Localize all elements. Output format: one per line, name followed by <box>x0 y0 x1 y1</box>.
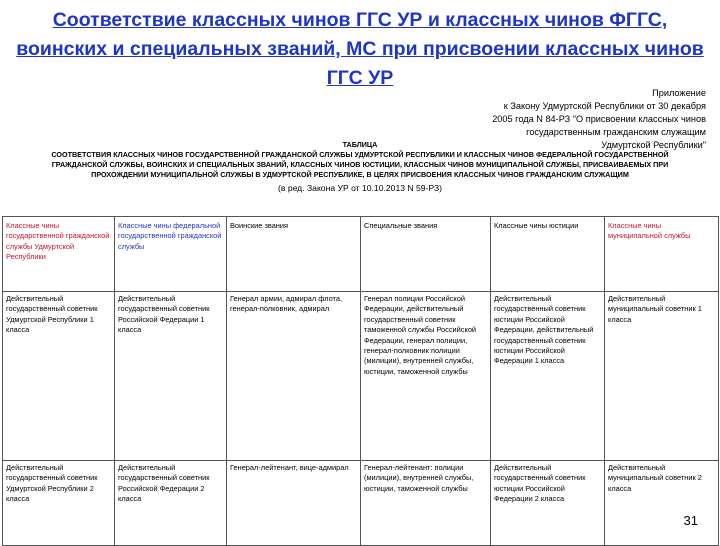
table-cell: Действительный государственный советник юстиции Российской Федерации 2 класса <box>491 461 605 546</box>
table-cell: Действительный государственный советник Удмуртской Республики 2 класса <box>3 461 115 546</box>
table-cell: Генерал-лейтенант: полиции (милиции), внутренней службы, юстиции, таможенной службы <box>361 461 491 546</box>
table-header-row <box>3 217 719 292</box>
column-header-ur-ranks: Классные чины государственной гражданской службы Удмуртской Республики <box>3 217 115 292</box>
table-cell: Действительный государственный советник Российской Федерации 1 класса <box>115 292 227 461</box>
table-cell: Генерал полиции Российской Федерации, действительный государственный советник таможенной службы Российской Федерации, генерал полиции, генерал-полковник полиции (милиции), внутренней службы, юстиции, таможенной службы <box>361 292 491 461</box>
column-header-federal-ranks: Классные чины федеральной государственной гражданской службы <box>115 217 227 292</box>
table-subtitle: СООТВЕТСТВИЯ КЛАССНЫХ ЧИНОВ ГОСУДАРСТВЕННОЙ ГРАЖДАНСКОЙ СЛУЖБЫ УДМУРТСКОЙ РЕСПУБЛИКИ И КЛАССНЫХ ЧИНОВ ФЕДЕРАЛЬНОЙ ГОСУДАРСТВЕННОЙ ГРАЖДАНСКОЙ СЛУЖБЫ, ВОИНСКИХ И СПЕЦИАЛЬНЫХ ЗВАНИЙ, КЛАССНЫХ ЧИНОВ ЮСТИЦИИ, КЛАССНЫХ ЧИНОВ МУНИЦИПАЛЬНОЙ СЛУЖБЫ, ПРИСВАИВАЕМЫХ ПРИ ПРОХОЖДЕНИИ МУНИЦИПАЛЬНОЙ СЛУЖБЫ В УДМУРТСКОЙ РЕСПУБЛИКЕ, В ЦЕЛЯХ ПРИСВОЕНИЯ КЛАССНЫХ ЧИНОВ ГРАЖДАНСКИМ СЛУЖАЩИМ <box>51 150 669 179</box>
column-header-justice-ranks: Классные чины юстиции <box>491 217 605 292</box>
table-cell: Генерал-лейтенант, вице-адмирал <box>227 461 361 546</box>
column-header-special-ranks: Специальные звания <box>361 217 491 292</box>
slide-title: Соответствие классных чинов ГГС УР и классных чинов ФГГС, воинских и специальных званий, МС при присвоении классных чинов ГГС УР <box>16 9 704 89</box>
table-cell: Генерал армии, адмирал флота, генерал-полковник, адмирал <box>227 292 361 461</box>
table-row <box>3 292 719 461</box>
table-row <box>3 461 719 546</box>
table-cell: Действительный государственный советник Российской Федерации 2 класса <box>115 461 227 546</box>
column-header-military-ranks: Воинские звания <box>227 217 361 292</box>
table-cell: Действительный муниципальный советник 1 класса <box>605 292 719 461</box>
table-label: ТАБЛИЦА <box>342 140 378 149</box>
column-header-municipal-ranks: Классные чины муниципальной службы <box>605 217 719 292</box>
ranks-table <box>2 216 719 546</box>
appendix-note: Приложение к Закону Удмуртской Республики от 30 декабря 2005 года N 84-РЗ "О присвоении классных чинов государственным гражданским служащим Удмуртской Республики" <box>492 88 706 150</box>
table-cell: Действительный муниципальный советник 2 класса <box>605 461 719 546</box>
table-heading <box>40 140 680 194</box>
edition-note: (в ред. Закона УР от 10.10.2013 N 59-РЗ) <box>278 183 442 193</box>
table-cell: Действительный государственный советник Удмуртской Республики 1 класса <box>3 292 115 461</box>
page-number: 31 <box>683 513 698 528</box>
table-cell: Действительный государственный советник юстиции Российской Федерации, действительный государственный советник юстиции Российской Федерации 1 класса <box>491 292 605 461</box>
